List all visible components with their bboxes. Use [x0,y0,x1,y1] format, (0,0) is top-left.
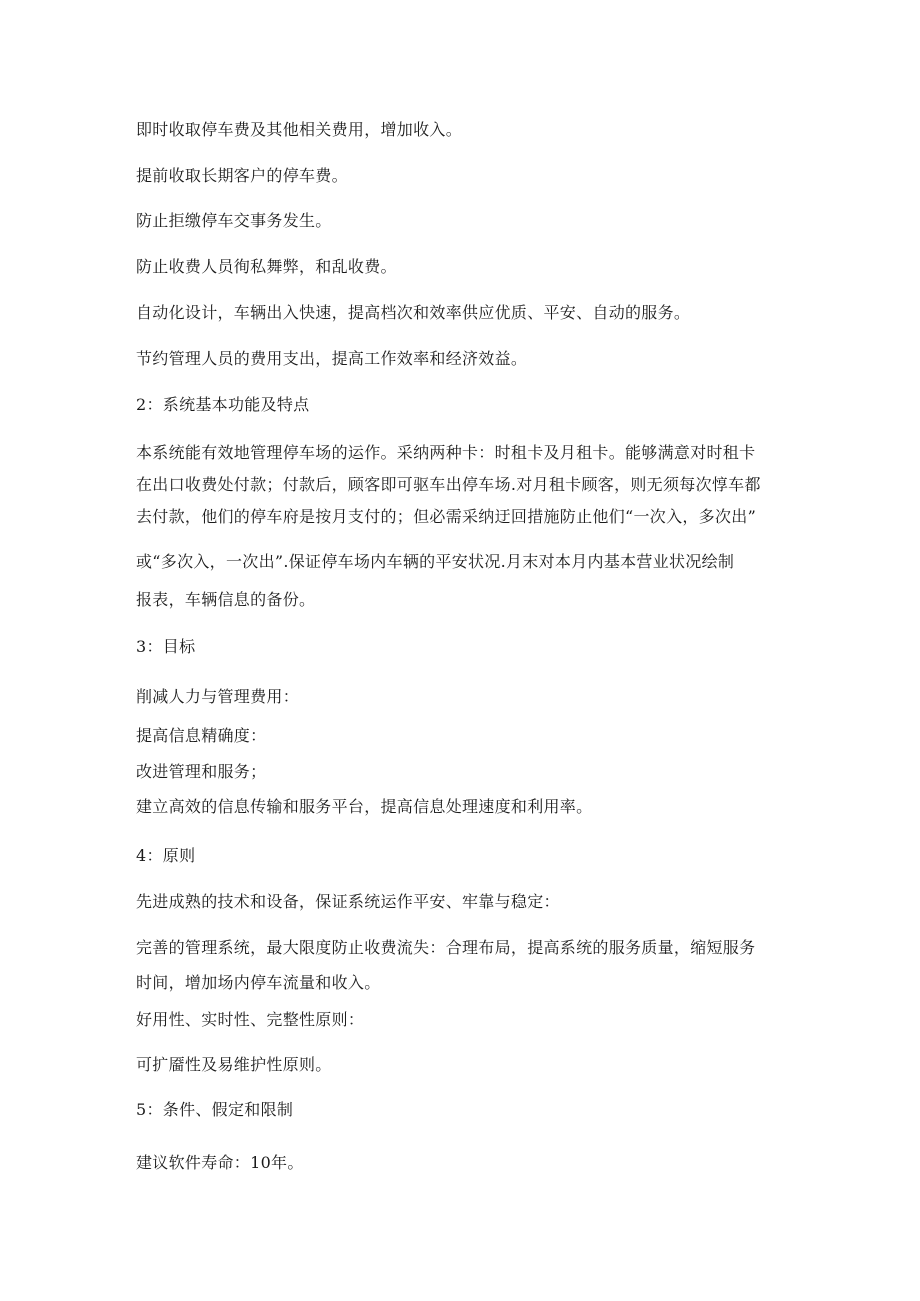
section-2-line-4: 或“多次入，一次出”.保证停车场内车辆的平安状况.月末对本月内基本营业状况绘制 [136,552,735,571]
benefit-6: 节约管理人员的费用支出，提高工作效率和经济效益。 [136,349,528,368]
section-4-item-2-line-1: 完善的管理系统，最大限度防止收费流失：合理布局，提高系统的服务质量，缩短服务 [136,938,756,957]
section-2-line-3: 去付款，他们的停车府是按月支付的；但必需采纳迂回措施防止他们“一次入，多次出” [136,507,757,526]
section-5-heading: 5：条件、假定和限制 [136,1100,294,1119]
section-4-item-4: 可扩靥性及易维护性原则。 [136,1055,332,1074]
section-3-item-3: 改进管理和服务； [136,762,267,781]
section-4-heading: 4：原则 [136,846,196,865]
benefit-5: 自动化设计，车辆出入快速，提高档次和效率供应优质、平安、自动的服务。 [136,303,691,322]
section-5-item-1: 建议软件寿命：10年。 [136,1153,304,1172]
benefit-1: 即时收取停车费及其他相关费用，增加收入。 [136,120,463,139]
section-4-item-2-line-2: 时间，增加场内停车流量和收入。 [136,973,381,992]
section-2-line-1: 本系统能有效地管理停车场的运作。采纳两种卡：时租卡及月租卡。能够满意对时租卡 [136,443,756,462]
section-4-item-3: 好用性、实时性、完整性原则： [136,1010,365,1029]
section-2-line-2: 在出口收费处付款；付款后，顾客即可驱车出停车场.对月租卡顾客，则无须每次惇车都 [136,475,761,494]
benefit-2: 提前收取长期客户的停车费。 [136,166,348,185]
section-2-heading: 2：系统基本功能及特点 [136,395,310,414]
section-3-heading: 3：目标 [136,637,196,656]
section-3-item-1: 削减人力与管理费用： [136,687,300,706]
section-2-line-5: 报表，车辆信息的备份。 [136,590,316,609]
section-3-item-2: 提高信息精确度： [136,726,267,745]
benefit-4: 防止收费人员徇私舞弊，和乱收费。 [136,257,397,276]
section-3-item-4: 建立高效的信息传输和服务平台，提高信息处理速度和利用率。 [136,797,593,816]
benefit-3: 防止拒缴停车交事务发生。 [136,211,332,230]
section-4-item-1: 先进成熟的技术和设备，保证系统运作平安、牢靠与稳定： [136,892,560,911]
